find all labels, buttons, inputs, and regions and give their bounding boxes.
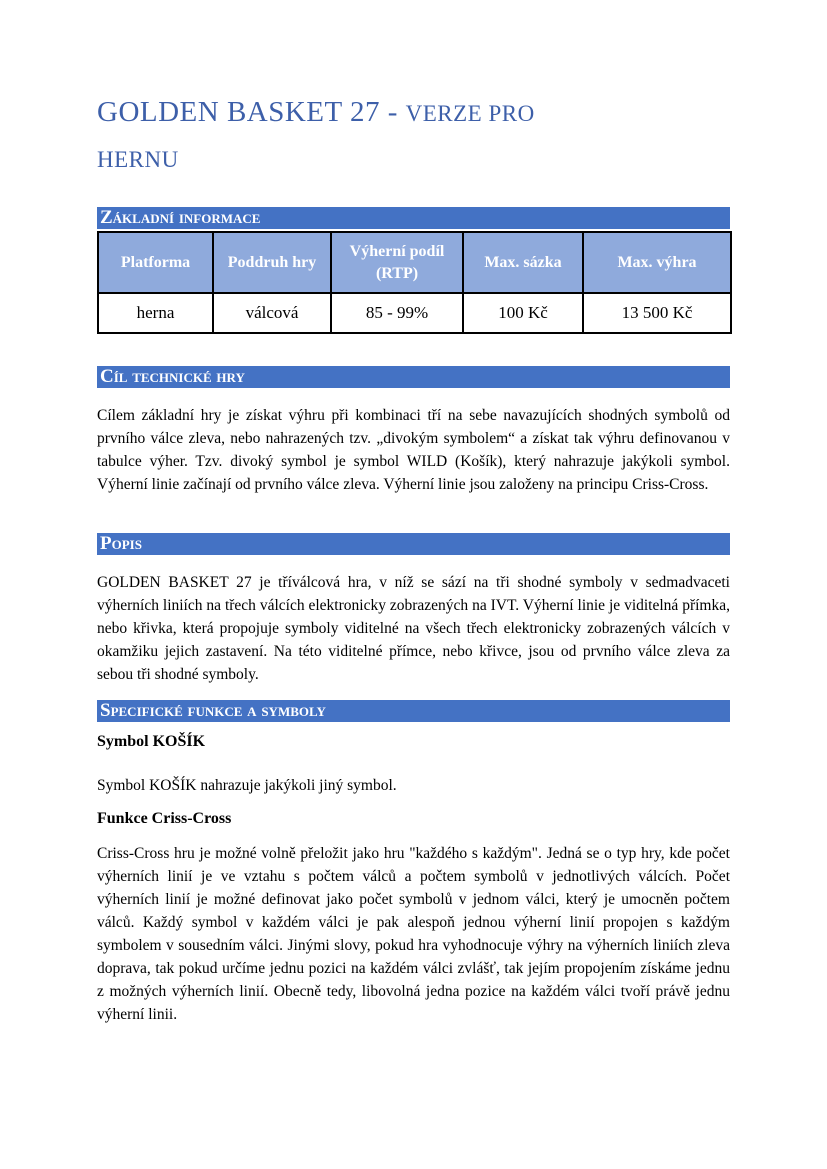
subheading-funkce-criss-cross: Funkce Criss-Cross: [97, 810, 232, 827]
section-header-cil-technicke-hry: Cíl technické hry: [97, 366, 730, 388]
section-header-popis: Popis: [97, 533, 730, 555]
paragraph-symbol-kosik: Symbol KOŠÍK nahrazuje jakýkoli jiný symbol.: [97, 777, 397, 794]
page-title-sub-line1: VERZE PRO: [405, 101, 535, 126]
col-header-max-vyhra: Max. výhra: [583, 232, 731, 293]
subheading-symbol-kosik: Symbol KOŠÍK: [97, 733, 206, 750]
page-title: [97, 0, 730, 182]
paragraph-funkce-criss-cross: Criss-Cross hru je možné volně přeložit jako hru "každého s každým". Jedná se o typ hry, kde počet výherních linií je ve vztahu s počtem válců a počtem symbolů v jednotlivých válcích. Počet výherních linií je možné definovat jako počet symbolů v jednom válci, který je umocněn počtem válců. Každý symbol v každém válci je pak alespoň jednou výherní linií propojen s každým symbolem v sousedním válci. Jinými slovy, pokud hra vyhodnocuje výhry na výherních liniích zleva doprava, tak pokud určíme jednu pozici na každém válci zvlášť, tak jejím propojením získáme jednu z možných výherních linií. Obecně tedy, libovolná jedna pozice na každém válci tvoří právě jednu výherní linii.: [97, 845, 730, 1023]
col-header-max-sazka: Max. sázka: [463, 232, 583, 293]
section-header-zakladni-informace: Základní informace: [97, 207, 730, 229]
cell-poddruh-hry: válcová: [213, 293, 331, 333]
col-header-platforma: Platforma: [98, 232, 213, 293]
cell-vyherni-podil: 85 - 99%: [331, 293, 463, 333]
page-title-sub-line2: HERNU: [97, 147, 179, 172]
info-table: [97, 231, 732, 334]
cell-platforma: herna: [98, 293, 213, 333]
paragraph-cil-technicke-hry: Cílem základní hry je získat výhru při kombinaci tří na sebe navazujících shodných symbolů od prvního válce zleva, nebo nahrazených tzv. „divokým symbolem“ a získat tak výhru definovanou v tabulce výher. Tzv. divoký symbol je symbol WILD (Košík), který nahrazuje jakýkoli symbol. Výherní linie začínají od prvního válce zleva. Výherní linie jsou založeny na principu Criss-Cross.: [97, 407, 730, 493]
paragraph-popis: GOLDEN BASKET 27 je tříválcová hra, v níž se sází na tři shodné symboly v sedmadvaceti výherních liniích na třech válcích elektronicky zobrazených na IVT. Výherní linie je viditelná přímka, nebo křivka, která propojuje symboly viditelné na všech třech elektronicky zobrazených válcích v okamžiku jejich zastavení. Na této viditelné přímce, nebo křivce, jsou od prvního válce zleva za sebou tři shodné symboly.: [97, 574, 730, 683]
section-header-specificke-funkce: Specifické funkce a symboly: [97, 700, 730, 722]
info-table-header-row: [98, 232, 731, 293]
cell-max-vyhra: 13 500 Kč: [583, 293, 731, 333]
page-title-main: GOLDEN BASKET 27 -: [97, 96, 406, 128]
info-table-data-row: [98, 293, 731, 333]
cell-max-sazka: 100 Kč: [463, 293, 583, 333]
col-header-poddruh-hry: Poddruh hry: [213, 232, 331, 293]
document-content: [97, 0, 730, 1026]
col-header-vyherni-podil: Výherní podíl (RTP): [331, 232, 463, 293]
